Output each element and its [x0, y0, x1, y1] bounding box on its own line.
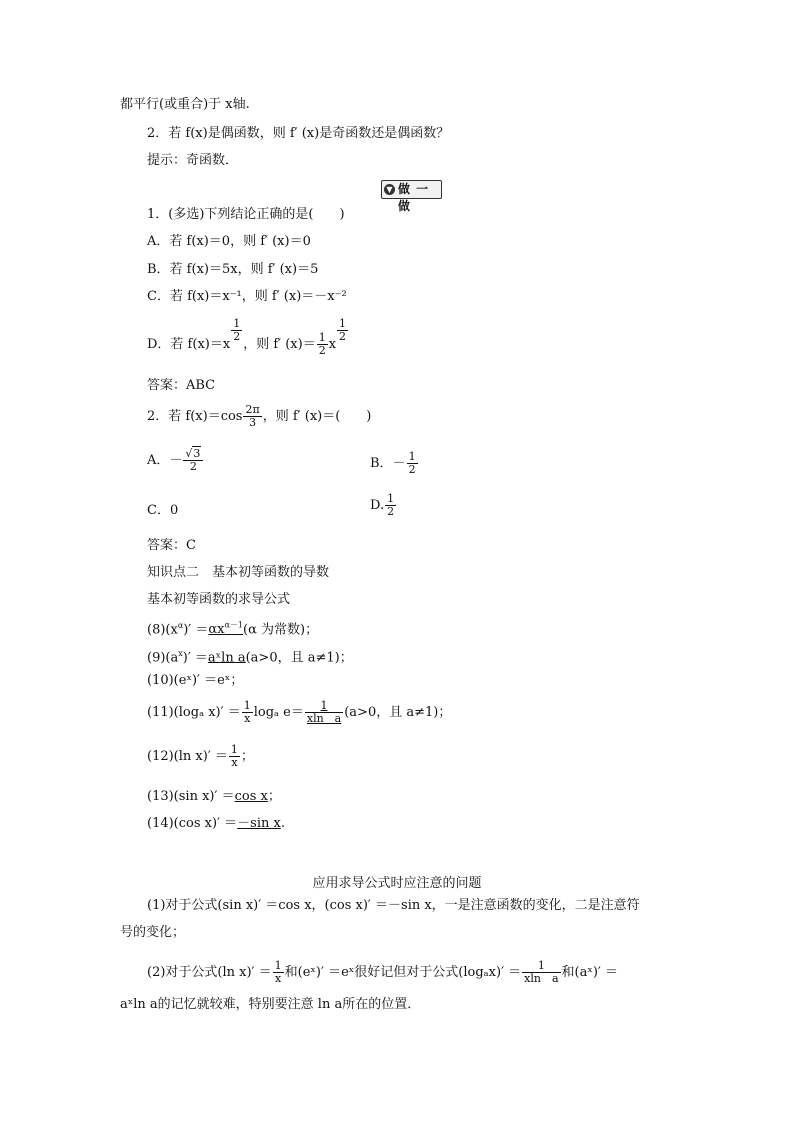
option-2d: D. $\frac{1}{2}$ [370, 492, 395, 518]
formula-12: (12)(ln x)′ ＝ $\frac{1}{x}$ ； [147, 743, 254, 769]
answer-2: 答案：C [147, 538, 196, 553]
note-2-line-1: (2)对于公式(ln x)′ ＝ $\frac{1}{x}$ 和(eˣ)′ ＝eˣ很好记但对于公式(logₐx)′ ＝ $\frac{1}{\text{xln a}}$ 和(aˣ)′ ＝ [147, 959, 619, 985]
note-1-line-2: 号的变化； [120, 925, 186, 940]
formula-9: $(9)(a^x)'$ ＝aˣln a(a>0，且 a≠1)； [147, 649, 353, 666]
subtitle: 基本初等函数的求导公式 [147, 592, 291, 607]
formula-14: (14)(cos x)′ ＝－sin x. [147, 816, 285, 831]
option-2a: A．－ $\frac{√3}{2}$ [147, 448, 204, 473]
formula-8: $(8)(x^\alpha)' =\alpha x^{\alpha-1}(\alpha$ 为常数)； [147, 621, 319, 638]
formula-13: (13)(sin x)′ ＝cos x； [147, 789, 281, 804]
exercise-2-stem: 2．若 f(x)＝cos $\frac{2\pi}{3}$ ，则 f′ (x)＝( ) [147, 403, 372, 429]
answer-1: 答案：ABC [147, 378, 216, 393]
option-b: B．若 f(x)＝5x，则 f′ (x)＝5 [147, 262, 319, 277]
note-1-line-1: (1)对于公式(sin x)′ ＝cos x，(cos x)′ ＝－sin x，一是注意函数的变化，二是注意符 [147, 898, 640, 913]
option-2c: C．0 [147, 503, 179, 518]
question-2: 2．若 f(x)是偶函数，则 f′ (x)是奇函数还是偶函数？ [147, 126, 450, 141]
notes-title: 应用求导公式时应注意的问题 [312, 876, 482, 891]
option-2b: B．－ $\frac{1}{2}$ [370, 450, 416, 476]
option-a: A．若 f(x)＝0，则 f′ (x)＝0 [147, 234, 311, 249]
option-d: D．若 f(x)＝x $\frac{1}{2}$ ，则 f′ (x)＝ $\frac{1}{2}$ x $\frac{1}{2}$ [147, 317, 347, 357]
option-c: C．若 f(x)＝x⁻¹，则 f′ (x)＝－x⁻² [147, 289, 347, 304]
chevron-down-icon: ▼ [384, 184, 395, 195]
hint-text: 提示：奇函数． [147, 153, 239, 168]
formula-10: (10)(eˣ)′ ＝eˣ； [147, 673, 244, 688]
note-2-line-2: aˣln a的记忆就较难，特别要注意 ln a所在的位置． [120, 997, 421, 1012]
exercise-1-stem: 1．(多选)下列结论正确的是( ) [147, 207, 345, 222]
continued-text: 都平行(或重合)于 x轴. [120, 97, 250, 112]
badge-label: 做 一 做 [398, 182, 430, 213]
section-title: 知识点二 基本初等函数的导数 [147, 565, 330, 580]
formula-11: (11)(logₐ x)′ ＝ $\frac{1}{x}$ logₐ e＝ $\frac{1}{\text{xln a}}$ (a>0，且 a≠1)； [147, 699, 452, 725]
do-it-badge [381, 180, 442, 213]
